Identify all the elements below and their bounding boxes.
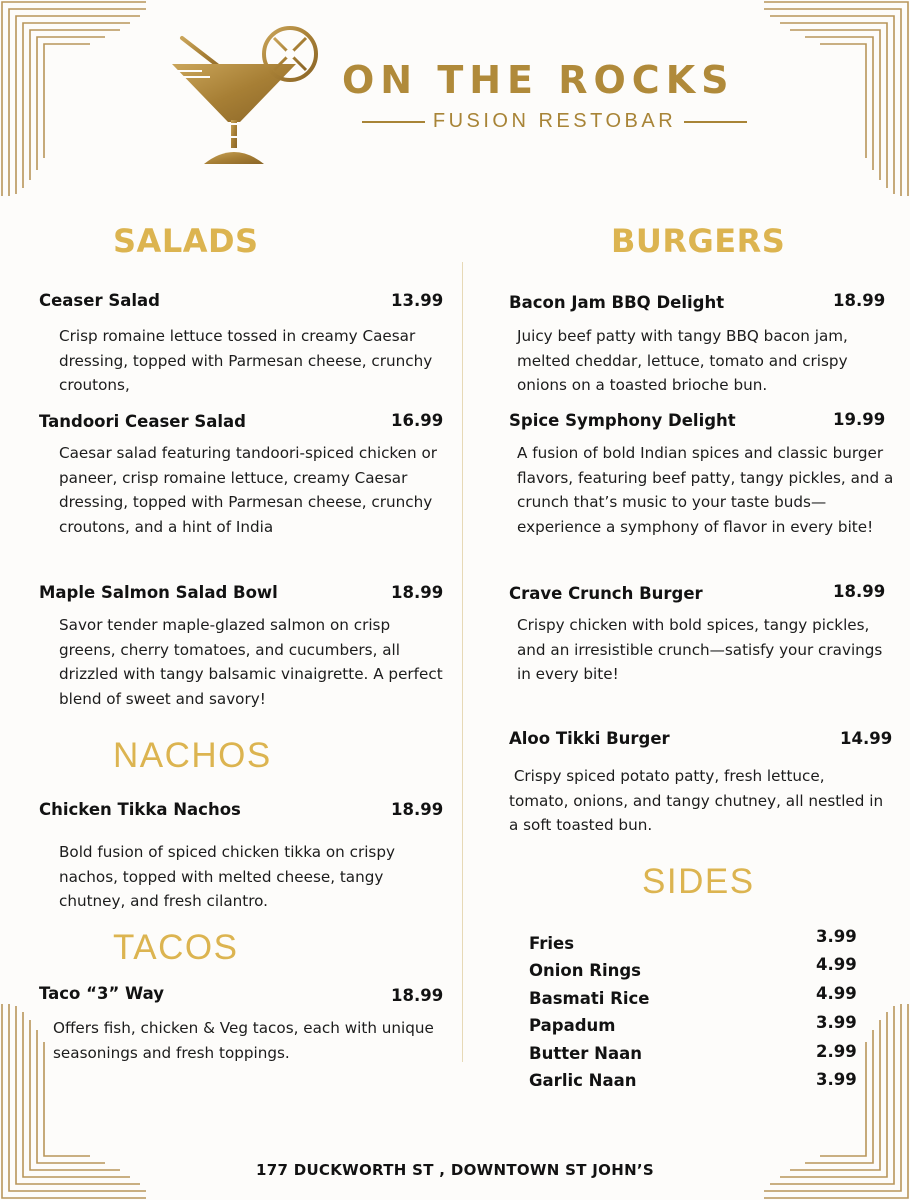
menu-item-name: Bacon Jam BBQ Delight bbox=[509, 293, 725, 312]
brand-subtitle: FUSION RESTOBAR bbox=[432, 110, 677, 132]
menu-item-price: 18.99 bbox=[391, 986, 444, 1005]
subtitle-right-rule bbox=[684, 121, 747, 123]
menu-item-price: 18.99 bbox=[833, 291, 886, 310]
column-divider bbox=[462, 262, 463, 1062]
side-item-name: Fries bbox=[529, 934, 575, 953]
menu-item-price: 14.99 bbox=[840, 729, 893, 748]
side-item-price: 2.99 bbox=[816, 1042, 857, 1061]
brand-title: ON THE ROCKS bbox=[342, 58, 735, 102]
menu-item-name: Ceaser Salad bbox=[39, 291, 160, 310]
menu-item-description: Offers fish, chicken & Veg tacos, each with unique seasonings and fresh toppings. bbox=[53, 1019, 434, 1062]
nachos-heading: NACHOS bbox=[113, 736, 272, 775]
side-item-price: 4.99 bbox=[816, 955, 857, 974]
menu-item-name: Maple Salmon Salad Bowl bbox=[39, 583, 278, 602]
menu-item-price: 13.99 bbox=[391, 291, 444, 310]
burgers-heading: BURGERS bbox=[611, 222, 786, 260]
menu-item-description: Crisp romaine lettuce tossed in creamy Caesar dressing, topped with Parmesan cheese, crunchy croutons, bbox=[59, 327, 433, 394]
corner-ornament-top-right bbox=[760, 0, 910, 200]
corner-ornament-top-left bbox=[0, 0, 150, 200]
side-item-price: 3.99 bbox=[816, 1070, 857, 1089]
side-item-price: 3.99 bbox=[816, 927, 857, 946]
tacos-heading: TACOS bbox=[113, 928, 239, 967]
menu-item-name: Taco “3” Way bbox=[39, 984, 165, 1003]
menu-item-name: Crave Crunch Burger bbox=[509, 584, 703, 603]
menu-item-price: 16.99 bbox=[391, 411, 444, 430]
salads-heading: SALADS bbox=[113, 222, 259, 260]
menu-item-description: Bold fusion of spiced chicken tikka on crispy nachos, topped with melted cheese, tangy chutney, and fresh cilantro. bbox=[59, 843, 395, 910]
menu-item-description: Caesar salad featuring tandoori-spiced chicken or paneer, crisp romaine lettuce, creamy Caesar dressing, topped with Parmesan cheese, crunchy croutons, and a hint of India bbox=[59, 444, 438, 536]
menu-item-name: Chicken Tikka Nachos bbox=[39, 800, 241, 819]
menu-item-price: 19.99 bbox=[833, 410, 886, 429]
brand-subtitle-row bbox=[362, 110, 747, 133]
menu-item-name: Tandoori Ceaser Salad bbox=[39, 412, 246, 431]
menu-item-description: Savor tender maple-glazed salmon on crisp greens, cherry tomatoes, and cucumbers, all drizzled with tangy balsamic vinaigrette. A perfect blend of sweet and savory! bbox=[59, 616, 443, 708]
menu-item-price: 18.99 bbox=[391, 800, 444, 819]
menu-item-name: Spice Symphony Delight bbox=[509, 411, 736, 430]
menu-item-name: Aloo Tikki Burger bbox=[509, 729, 670, 748]
side-item-name: Butter Naan bbox=[529, 1044, 642, 1063]
menu-item-price: 18.99 bbox=[391, 583, 444, 602]
side-item-name: Basmati Rice bbox=[529, 989, 650, 1008]
menu-item-description: Crispy chicken with bold spices, tangy pickles, and an irresistible crunch—satisfy your cravings in every bite! bbox=[517, 616, 883, 683]
menu-item-description: A fusion of bold Indian spices and classic burger flavors, featuring beef patty, tangy pickles, and a crunch that’s music to your taste buds—experience a symphony of flavor in every bite! bbox=[517, 444, 894, 536]
menu-item-price: 18.99 bbox=[833, 582, 886, 601]
side-item-name: Onion Rings bbox=[529, 961, 641, 980]
menu-item-description: Juicy beef patty with tangy BBQ bacon jam, melted cheddar, lettuce, tomato and crispy onions on a toasted brioche bun. bbox=[517, 327, 848, 394]
subtitle-left-rule bbox=[362, 121, 425, 123]
cocktail-glass-logo-icon bbox=[168, 24, 338, 174]
side-item-price: 4.99 bbox=[816, 984, 857, 1003]
menu-item-description: Crispy spiced potato patty, fresh lettuce, tomato, onions, and tangy chutney, all nestled in a soft toasted bun. bbox=[509, 767, 888, 834]
side-item-price: 3.99 bbox=[816, 1013, 857, 1032]
sides-heading: SIDES bbox=[642, 862, 755, 901]
footer-address: 177 DUCKWORTH ST , DOWNTOWN ST JOHN’S bbox=[255, 1161, 655, 1179]
side-item-name: Papadum bbox=[529, 1016, 616, 1035]
side-item-name: Garlic Naan bbox=[529, 1071, 637, 1090]
